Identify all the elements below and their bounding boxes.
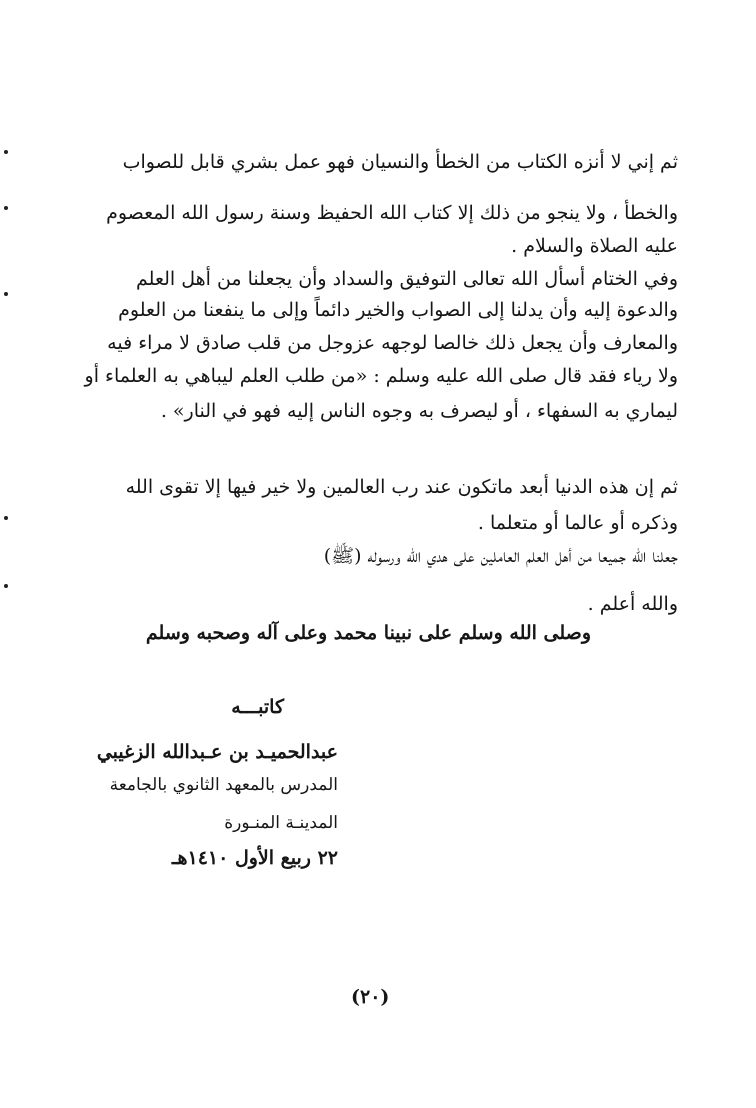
scan-mark (4, 292, 8, 296)
scan-mark (4, 516, 8, 520)
author-name: عبدالحميـد بن عـبدالله الزغيبي (96, 741, 338, 763)
author-position: المدرس بالمعهد الثانوي بالجامعة (109, 775, 338, 795)
closing-prayer: وصلى الله وسلم على نبينا محمد وعلى آله وصحبه وسلم (145, 622, 591, 644)
paragraph-1-line-1: ثم إني لا أنزه الكتاب من الخطأ والنسيان فهو عمل بشري قابل للصواب (122, 151, 678, 173)
paragraph-2-line-5: ليماري به السفهاء ، أو ليصرف به وجوه الناس إليه فهو في النار» . (160, 400, 678, 422)
paragraph-3-line-1: ثم إن هذه الدنيا أبعد ماتكون عند رب العالمين ولا خير فيها إلا تقوى الله (125, 476, 678, 498)
paragraph-1-line-2: والخطأ ، ولا ينجو من ذلك إلا كتاب الله الحفيظ وسنة رسول الله المعصوم (106, 202, 678, 224)
paragraph-2-line-4: ولا رياء فقد قال صلى الله عليه وسلم : «من طلب العلم ليباهي به العلماء أو (84, 365, 678, 387)
scan-mark (4, 150, 8, 154)
signature-date: ٢٢ ربيع الأول ١٤١٠هـ (171, 847, 338, 869)
paragraph-2-line-1: وفي الختام أسأل الله تعالى التوفيق والسداد وأن يجعلنا من أهل العلم (136, 268, 678, 290)
paragraph-4-line-1: جعلنا الله جميعا من أهل العلم العاملين على هدي الله ورسوله (ﷺ) (323, 545, 678, 567)
paragraph-1-line-3: عليه الصلاة والسلام . (511, 235, 678, 257)
signature-heading: كاتبـــه (231, 696, 284, 718)
scan-mark (4, 206, 8, 210)
page-number: (٢٠) (351, 986, 390, 1008)
author-city: المدينـة المنـورة (224, 813, 338, 833)
paragraph-4-line-2: والله أعلم . (587, 593, 678, 615)
scan-mark (4, 584, 8, 588)
paragraph-2-line-3: والمعارف وأن يجعل ذلك خالصا لوجهه عزوجل من قلب صادق لا مراء فيه (107, 332, 678, 354)
paragraph-2-line-2: والدعوة إليه وأن يدلنا إلى الصواب والخير دائماً وإلى ما ينفعنا من العلوم (118, 299, 678, 321)
paragraph-3-line-2: وذكره أو عالما أو متعلما . (477, 512, 678, 534)
